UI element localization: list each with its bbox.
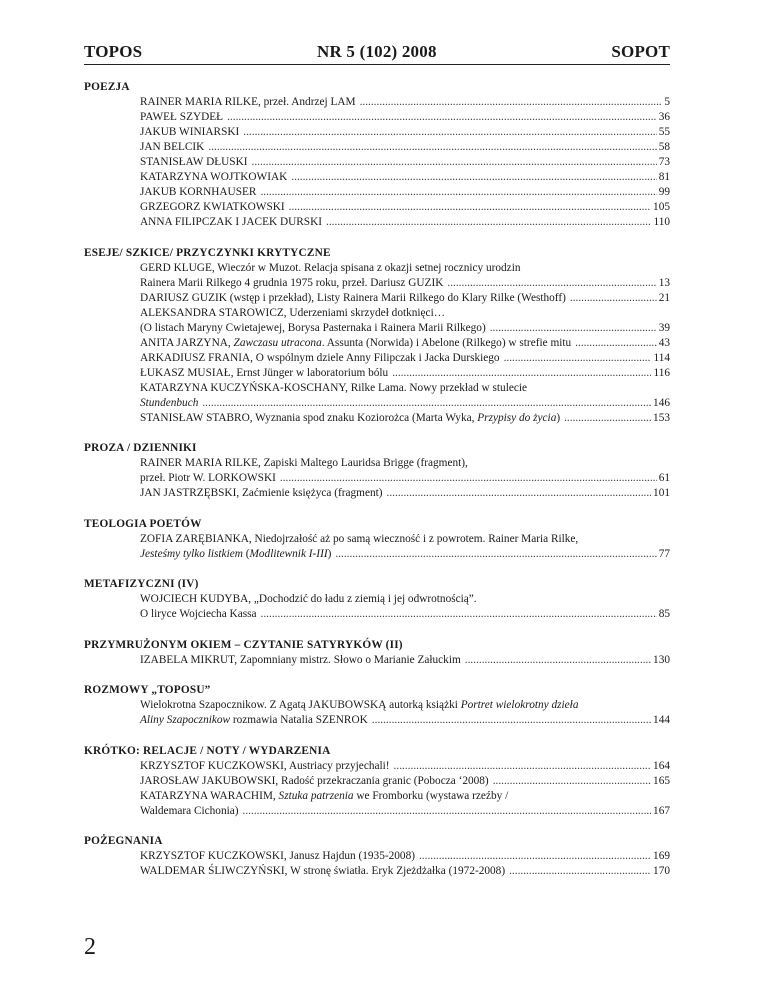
- dot-leader: [372, 713, 651, 728]
- entry-text: [140, 547, 331, 562]
- dot-leader: [509, 864, 651, 879]
- entry-text-part: JAN BELCIK: [140, 141, 205, 153]
- toc-section: [84, 246, 670, 426]
- entry-page-number: 85: [658, 608, 670, 620]
- dot-leader: [202, 396, 651, 411]
- toc-entry: [140, 789, 670, 804]
- entry-text-part: KRZYSZTOF KUCZKOWSKI, Janusz Hajdun (1935-2008): [140, 850, 415, 862]
- entry-text: [140, 396, 198, 411]
- entry-text: [140, 336, 571, 351]
- entry-text: [140, 411, 560, 426]
- entry-text: [140, 653, 461, 668]
- section-title: ROZMOWY „TOPOSU”: [84, 684, 211, 696]
- toc-entry: [140, 155, 670, 170]
- entry-text-part: KRZYSZTOF KUCZKOWSKI, Austriacy przyjechali!: [140, 759, 390, 772]
- dot-leader: [419, 849, 651, 864]
- table-of-contents: [84, 80, 670, 895]
- toc-entry: [140, 592, 670, 607]
- toc-entry: [140, 607, 670, 622]
- section-title: TEOLOGIA POETÓW: [84, 517, 202, 530]
- entry-text-part: przeł. Piotr W. LORKOWSKI: [140, 472, 276, 484]
- entry-text-part: GRZEGORZ KWIATKOWSKI: [140, 201, 285, 213]
- entry-text: [140, 864, 505, 879]
- section-entries: [84, 456, 670, 501]
- dot-leader: [252, 155, 657, 170]
- section-title: POEZJA: [84, 81, 130, 93]
- entry-text: [140, 593, 477, 605]
- entry-text-part: ): [327, 547, 332, 560]
- entry-text-part: ARKADIUSZ FRANIA, O wspólnym dziele Anny Filipczak i Jacka Durskiego: [140, 351, 500, 364]
- entry-text-part: KATARZYNA KUCZYŃSKA-KOSCHANY, Rilke Lama. Nowy przekład w stulecie: [140, 381, 528, 394]
- dot-leader: [326, 215, 651, 230]
- entry-text-part: ): [556, 411, 561, 424]
- entry-italic-text: Sztuka patrzenia: [278, 789, 354, 802]
- entry-page-number: 81: [658, 171, 670, 183]
- entry-text: [140, 607, 257, 622]
- dot-leader: [261, 607, 657, 622]
- toc-entry: [140, 200, 670, 215]
- dot-leader: [280, 471, 657, 486]
- dot-leader: [493, 774, 651, 789]
- section-entries: [84, 653, 670, 668]
- entry-text: [140, 366, 388, 381]
- entry-page-number: 110: [653, 216, 670, 228]
- entry-text: [140, 262, 520, 274]
- toc-entry: [140, 336, 670, 351]
- entry-text-part: JAN JASTRZĘBSKI, Zaćmienie księżyca (fragment): [140, 487, 383, 499]
- dot-leader: [392, 366, 651, 381]
- toc-entry: [140, 276, 670, 291]
- entry-text-part: STANISŁAW DŁUSKI: [140, 156, 248, 168]
- entry-page-number: 36: [658, 111, 670, 123]
- dot-leader: [260, 185, 656, 200]
- toc-entry: [140, 125, 670, 140]
- section-title: POŻEGNANIA: [84, 835, 163, 847]
- section-entries: [84, 261, 670, 426]
- toc-section: [84, 577, 670, 622]
- entry-page-number: 73: [658, 156, 670, 168]
- entry-text-part: ALEKSANDRA STAROWICZ, Uderzeniami skrzydeł dotknięci…: [140, 306, 445, 319]
- entry-italic-text: Modlitewnik I-III: [249, 547, 328, 560]
- entry-text: [140, 759, 390, 774]
- entry-text-part: WOJCIECH KUDYBA, „Dochodzić do ładu z ziemią i jej odwrotnością”.: [140, 593, 477, 605]
- entry-text-part: IZABELA MIKRUT, Zapomniany mistrz. Słowo o Marianie Załuckim: [140, 653, 461, 666]
- running-header: [84, 40, 670, 62]
- entry-text: [140, 790, 508, 802]
- entry-page-number: 77: [658, 547, 670, 560]
- entry-page-number: 58: [658, 141, 670, 153]
- entry-text-part: (: [242, 547, 250, 560]
- entry-text-part: KATARZYNA WOJTKOWIAK: [140, 171, 288, 183]
- section-entries: [84, 592, 670, 622]
- entry-page-number: 13: [658, 276, 670, 289]
- entry-page-number: 39: [658, 321, 670, 334]
- entry-text: [140, 110, 223, 125]
- entry-text: [140, 307, 445, 319]
- dot-leader: [465, 653, 651, 668]
- toc-entry: [140, 215, 670, 230]
- entry-page-number: 55: [658, 126, 670, 138]
- entry-text-part: RAINER MARIA RILKE, przeł. Andrzej LAM: [140, 96, 356, 108]
- entry-text-part: KATARZYNA WARACHIM,: [140, 789, 279, 802]
- toc-section: [84, 683, 670, 728]
- entry-text-part: PAWEŁ SZYDEŁ: [140, 111, 224, 123]
- section-entries: [84, 698, 670, 728]
- section-title: KRÓTKO: RELACJE / NOTY / WYDARZENIA: [84, 744, 331, 757]
- toc-entry: [140, 95, 670, 110]
- entry-text-part: ANNA FILIPCZAK I JACEK DURSKI: [140, 216, 323, 228]
- dot-leader: [570, 291, 657, 306]
- entry-text: [140, 155, 248, 170]
- entry-text: [140, 200, 285, 215]
- entry-italic-text: Aliny Szapocznikow: [140, 714, 231, 726]
- entry-page-number: 130: [653, 653, 670, 666]
- section-entries: [84, 759, 670, 819]
- toc-entry: [140, 486, 670, 501]
- entry-italic-text: Przypisy do życia: [477, 411, 557, 424]
- dot-leader: [447, 276, 656, 291]
- dot-leader: [387, 486, 652, 501]
- page-number: 2: [84, 934, 96, 960]
- dot-leader: [243, 804, 652, 819]
- section-title: PROZA / DZIENNIKI: [84, 442, 197, 454]
- entry-text-part: we Fromborku (wystawa rzeźby /: [353, 789, 509, 802]
- entry-page-number: 144: [653, 714, 670, 726]
- toc-entry: [140, 351, 670, 366]
- toc-section: [84, 744, 670, 819]
- toc-entry: [140, 774, 670, 789]
- section-entries: [84, 532, 670, 562]
- dot-leader: [564, 411, 651, 426]
- toc-entry: [140, 261, 670, 276]
- entry-text-part: WALDEMAR ŚLIWCZYŃSKI, W stronę światła. Eryk Zjeżdżałka (1972-2008): [140, 865, 506, 877]
- dot-leader: [243, 125, 656, 140]
- entry-text: [140, 95, 356, 110]
- entry-text: [140, 774, 489, 789]
- dot-leader: [504, 351, 652, 366]
- toc-entry: [140, 170, 670, 185]
- dot-leader: [394, 759, 652, 774]
- entry-page-number: 21: [658, 291, 670, 304]
- section-title: METAFIZYCZNI (IV): [84, 578, 199, 590]
- entry-text: [140, 125, 239, 140]
- entry-page-number: 105: [653, 201, 670, 213]
- entry-text: [140, 471, 276, 486]
- dot-leader: [360, 95, 663, 110]
- entry-text: [140, 486, 383, 501]
- entry-page-number: 146: [653, 396, 670, 409]
- entry-text-part: Waldemara Cichonia): [140, 804, 239, 817]
- entry-text: [140, 457, 468, 469]
- dot-leader: [227, 110, 657, 125]
- entry-text-part: Rainera Marii Rilkego 4 grudnia 1975 roku, przeł. Dariusz GUZIK: [140, 276, 444, 289]
- entry-text-part: JAKUB KORNHAUSER: [140, 186, 257, 198]
- entry-text: [140, 804, 239, 819]
- section-title: ESEJE/ SZKICE/ PRZYCZYNKI KRYTYCZNE: [84, 246, 331, 259]
- entry-italic-text: Stundenbuch: [140, 396, 199, 409]
- toc-entry: [140, 366, 670, 381]
- toc-entry: [140, 849, 670, 864]
- entry-text-part: ZOFIA ZARĘBIANKA, Niedojrzałość aż po samą wieczność i z powrotem. Rainer Maria Rilke,: [140, 532, 579, 545]
- entry-page-number: 169: [653, 850, 670, 862]
- toc-entry: [140, 532, 670, 547]
- entry-text-part: (O listach Maryny Cwietajewej, Borysa Pasternaka i Rainera Marii Rilkego): [140, 321, 486, 334]
- toc-entry: [140, 713, 670, 728]
- section-title: PRZYMRUŻONYM OKIEM – CZYTANIE SATYRYKÓW (II): [84, 638, 403, 651]
- toc-entry: [140, 291, 670, 306]
- toc-entry: [140, 804, 670, 819]
- dot-leader: [490, 321, 657, 336]
- toc-entry: [140, 306, 670, 321]
- city: SOPOT: [611, 42, 670, 61]
- entry-text: [140, 351, 500, 366]
- entry-text: [140, 140, 204, 155]
- entry-page-number: 101: [653, 487, 670, 499]
- journal-title: TOPOS: [84, 42, 143, 61]
- toc-entry: [140, 547, 670, 562]
- entry-text-part: JAROSŁAW JAKUBOWSKI, Radość przekraczania granic (Pobocza ‘2008): [140, 774, 489, 787]
- header-rule: [84, 64, 670, 65]
- toc-entry: [140, 864, 670, 879]
- entry-page-number: 114: [653, 351, 670, 364]
- entry-text-part: O liryce Wojciecha Kassa: [140, 608, 257, 620]
- toc-section: [84, 517, 670, 562]
- entry-page-number: 167: [653, 804, 670, 817]
- entry-text: [140, 185, 256, 200]
- entry-page-number: 5: [664, 96, 670, 108]
- entry-page-number: 164: [653, 759, 670, 772]
- entry-text-part: ANITA JARZYNA,: [140, 336, 234, 349]
- entry-text-part: RAINER MARIA RILKE, Zapiski Maltego Lauridsa Brigge (fragment),: [140, 457, 468, 469]
- toc-entry: [140, 653, 670, 668]
- entry-text: [140, 699, 578, 711]
- entry-text: [140, 849, 415, 864]
- entry-text-part: rozmawia Natalia SZENROK: [230, 714, 368, 726]
- toc-entry: [140, 698, 670, 713]
- entry-text: [140, 533, 578, 545]
- toc-section: [84, 638, 670, 668]
- entry-text: [140, 276, 443, 291]
- entry-page-number: 170: [653, 865, 670, 877]
- entry-text: [140, 713, 368, 728]
- entry-text: [140, 170, 287, 185]
- entry-page-number: 116: [653, 366, 670, 379]
- entry-text-part: DARIUSZ GUZIK (wstęp i przekład), Listy Rainera Marii Rilkego do Klary Rilke (Westhoff): [140, 291, 566, 304]
- toc-entry: [140, 471, 670, 486]
- entry-text-part: STANISŁAW STABRO, Wyznania spod znaku Koziorożca (Marta Wyka,: [140, 411, 478, 424]
- dot-leader: [335, 547, 656, 562]
- entry-text-part: . Assunta (Norwida) i Abelone (Rilkego) w strefie mitu: [321, 336, 572, 349]
- entry-text-part: JAKUB WINIARSKI: [140, 126, 240, 138]
- section-entries: [84, 95, 670, 230]
- toc-entry: [140, 759, 670, 774]
- toc-entry: [140, 140, 670, 155]
- dot-leader: [291, 170, 656, 185]
- toc-entry: [140, 456, 670, 471]
- dot-leader: [208, 140, 656, 155]
- toc-section: [84, 441, 670, 501]
- entry-text: [140, 321, 486, 336]
- entry-page-number: 61: [658, 472, 670, 484]
- dot-leader: [289, 200, 651, 215]
- toc-entry: [140, 110, 670, 125]
- toc-entry: [140, 381, 670, 396]
- entry-text: [140, 215, 322, 230]
- entry-italic-text: Zawczasu utracona: [233, 336, 322, 349]
- entry-text-part: GERD KLUGE, Wieczór w Muzot. Relacja spisana z okazji setnej rocznicy urodzin: [140, 261, 521, 274]
- toc-entry: [140, 396, 670, 411]
- entry-page-number: 99: [658, 186, 670, 198]
- entry-text-part: Wielokrotna Szapocznikow. Z Agatą JAKUBOWSKĄ autorką książki: [140, 699, 461, 711]
- section-entries: [84, 849, 670, 879]
- entry-text: [140, 291, 566, 306]
- toc-entry: [140, 185, 670, 200]
- entry-text-part: ŁUKASZ MUSIAŁ, Ernst Jünger w laboratorium bólu: [140, 366, 389, 379]
- issue-number: NR 5 (102) 2008: [317, 42, 437, 61]
- entry-italic-text: Portret wielokrotny dzieła: [460, 699, 579, 711]
- toc-entry: [140, 411, 670, 426]
- entry-page-number: 165: [653, 774, 670, 787]
- toc-section: [84, 834, 670, 879]
- dot-leader: [575, 336, 657, 351]
- entry-text: [140, 382, 527, 394]
- toc-entry: [140, 321, 670, 336]
- toc-section: [84, 80, 670, 230]
- entry-italic-text: Jesteśmy tylko listkiem: [140, 547, 243, 560]
- entry-page-number: 153: [653, 411, 670, 424]
- entry-page-number: 43: [658, 336, 670, 349]
